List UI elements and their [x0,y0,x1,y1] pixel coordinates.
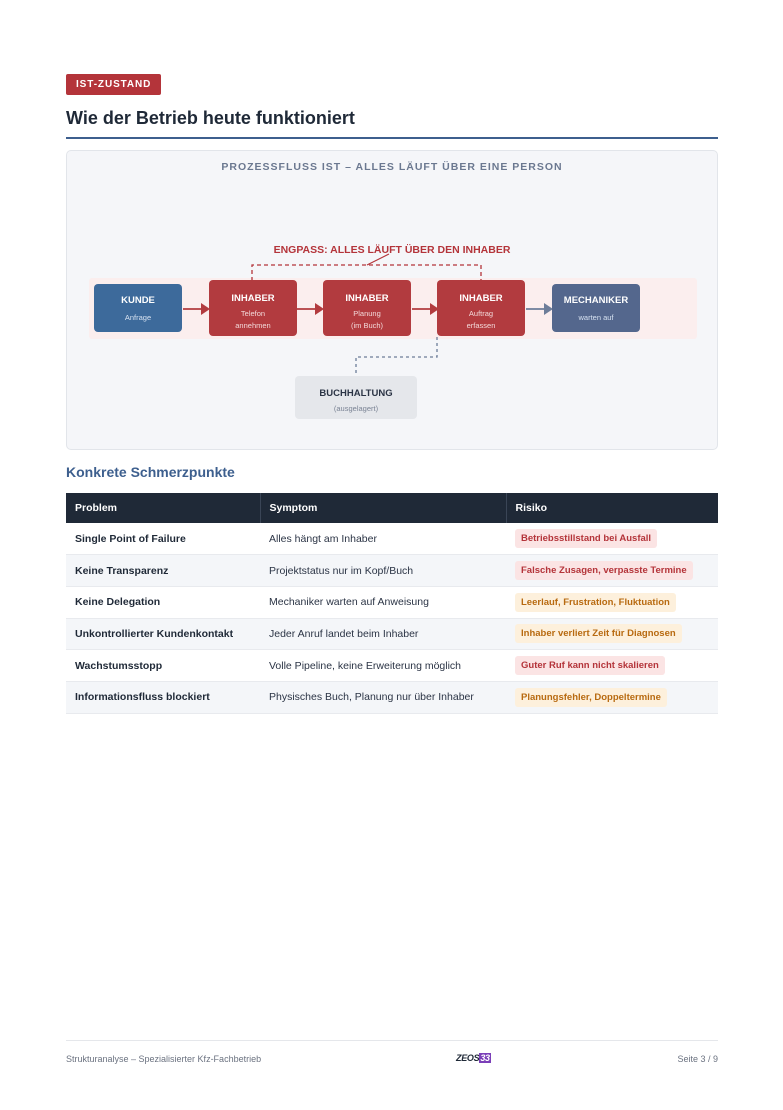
table-row [66,681,718,713]
problem-cell: Single Point of Failure [66,523,260,555]
svg-text:Telefon: Telefon [240,309,266,318]
svg-text:Auftrag: Auftrag [468,309,494,318]
risk-cell [506,618,718,650]
node-inhaber-telefon [209,280,297,336]
section-title-pain-points: Konkrete Schmerzpunkte [66,464,235,480]
symptom-cell: Mechaniker warten auf Anweisung [260,586,506,618]
risk-badge: Leerlauf, Frustration, Fluktuation [515,593,676,612]
table-row [66,523,718,555]
symptom-cell: Jeder Anruf landet beim Inhaber [260,618,506,650]
svg-text:Planung: Planung [353,309,381,318]
svg-text:KUNDE: KUNDE [121,295,155,306]
table-row [66,618,718,650]
flow-svg [67,151,719,451]
problem-cell: Unkontrollierter Kundenkontakt [66,618,260,650]
node-mechaniker [552,284,640,332]
node-buchhaltung [295,376,417,419]
footer-logo: ZEOS33 [456,1053,490,1063]
column-header-problem: Problem [66,493,260,523]
process-flow-diagram [66,150,718,450]
table-header-row [66,493,718,523]
column-header-symptom: Symptom [260,493,506,523]
risk-cell [506,650,718,682]
risk-badge: Falsche Zusagen, verpasste Termine [515,561,693,580]
symptom-cell: Alles hängt am Inhaber [260,523,506,555]
risk-cell [506,523,718,555]
svg-text:(im Buch): (im Buch) [350,321,384,330]
symptom-cell: Volle Pipeline, keine Erweiterung möglich [260,650,506,682]
node-inhaber-planung [323,280,411,336]
svg-text:BUCHHALTUNG: BUCHHALTUNG [319,388,393,399]
flow-caption: PROZESSFLUSS IST – ALLES LÄUFT ÜBER EINE PERSON [221,161,563,173]
table-row [66,650,718,682]
bottleneck-label: ENGPASS: ALLES LÄUFT ÜBER DEN INHABER [273,244,511,256]
footer-divider [66,1040,718,1041]
table-row [66,586,718,618]
svg-text:erfassen: erfassen [466,321,496,330]
svg-text:MECHANIKER: MECHANIKER [563,295,629,306]
risk-cell [506,555,718,587]
node-inhaber-auftrag [437,280,525,336]
svg-text:(ausgelagert): (ausgelagert) [333,404,379,413]
svg-text:Anfrage: Anfrage [124,313,152,322]
risk-cell [506,681,718,713]
svg-text:warten auf: warten auf [578,313,614,322]
problem-cell: Wachstumsstopp [66,650,260,682]
symptom-cell: Physisches Buch, Planung nur über Inhaber [260,681,506,713]
node-kunde [94,284,182,332]
risk-badge: Betriebsstillstand bei Ausfall [515,529,657,548]
problem-cell: Informationsfluss blockiert [66,681,260,713]
column-header-risk: Risiko [506,493,718,523]
svg-text:INHABER: INHABER [345,293,389,304]
svg-text:INHABER: INHABER [231,293,275,304]
page-number: Seite 3 / 9 [677,1054,718,1064]
problem-cell: Keine Delegation [66,586,260,618]
pain-points-table [66,493,718,714]
risk-badge: Planungsfehler, Doppeltermine [515,688,667,707]
symptom-cell: Projektstatus nur im Kopf/Buch [260,555,506,587]
title-divider [66,137,718,139]
footer-document-title: Strukturanalyse – Spezialisierter Kfz-Fachbetrieb [66,1054,262,1064]
page-title: Wie der Betrieb heute funktioniert [66,108,355,128]
risk-cell [506,586,718,618]
problem-cell: Keine Transparenz [66,555,260,587]
status-badge: IST-ZUSTAND [66,74,161,95]
svg-text:annehmen: annehmen [235,321,271,330]
risk-badge: Inhaber verliert Zeit für Diagnosen [515,624,682,643]
risk-badge: Guter Ruf kann nicht skalieren [515,656,665,675]
table-row [66,555,718,587]
svg-text:INHABER: INHABER [459,293,503,304]
accounting-link [356,337,437,377]
